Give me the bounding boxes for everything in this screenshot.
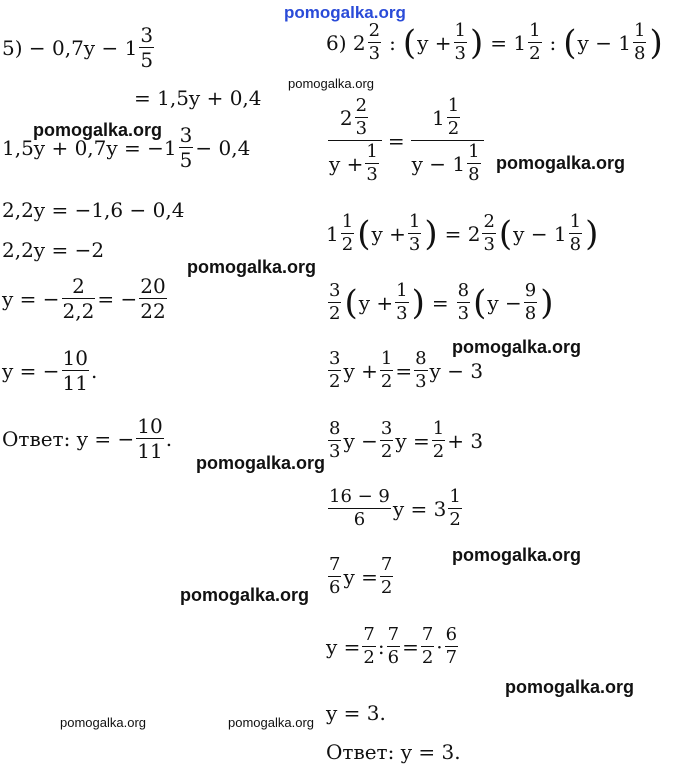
fraction: 16 − 9 6 [329, 486, 390, 530]
compound-fraction: 2 2 3 y + 1 3 [328, 97, 382, 184]
fraction: 3 2 [329, 280, 341, 324]
fraction: 1 3 [396, 280, 408, 324]
watermark-small: pomogalka.org [228, 715, 314, 730]
fraction: 10 11 [62, 346, 88, 395]
right-line-8: 7 6 y = 7 2 [329, 554, 393, 598]
watermark-small: pomogalka.org [288, 76, 374, 91]
fraction: 6 7 [445, 624, 458, 668]
fraction: 1 2 [449, 486, 461, 530]
left-line-7: y = − 10 11 . [2, 346, 98, 395]
fraction: 2 3 [368, 20, 381, 64]
fraction: 1 2 [432, 418, 445, 462]
fraction: 1 3 [408, 211, 421, 255]
fraction: 7 2 [380, 554, 393, 598]
left-line-1: 5) − 0,7y − 1 3 5 [2, 23, 154, 72]
watermark: pomogalka.org [452, 337, 582, 357]
fraction: 8 3 [415, 348, 427, 392]
watermark: pomogalka.org [187, 257, 317, 277]
fraction: 8 3 [329, 418, 341, 462]
fraction: 3 5 [179, 123, 193, 172]
watermark-top: pomogalka.org [284, 3, 406, 22]
fraction: 7 6 [387, 624, 400, 668]
left-line-4: 2,2y = −1,6 − 0,4 [2, 198, 185, 222]
right-answer: Ответ: y = 3. [326, 740, 461, 764]
watermark: pomogalka.org [196, 453, 326, 473]
right-line-4: 3 2 ( y + 1 3 ) = 8 3 ( y − 9 8 ) [329, 280, 554, 324]
watermark: pomogalka.org [180, 585, 310, 605]
fraction: 7 2 [363, 624, 375, 668]
right-line-5: 3 2 y + 1 2 = 8 3 y − 3 [329, 348, 484, 392]
right-line-9: y = 7 2 : 7 6 = 7 2 · 6 7 [326, 624, 458, 668]
right-line-1: 6) 2 2 3 : ( y + 1 3 ) = 1 1 2 : ( y − 1 1 8 ) [326, 20, 663, 64]
right-line-2: 2 2 3 y + 1 3 = 1 1 2 y − 1 1 8 [326, 97, 486, 184]
fraction: 1 2 [380, 348, 393, 392]
fraction: 1 2 [341, 211, 354, 255]
fraction: 3 5 [140, 23, 154, 72]
fraction: 3 2 [380, 418, 393, 462]
fraction: 7 2 [421, 624, 434, 668]
watermark: pomogalka.org [505, 677, 635, 697]
watermark: pomogalka.org [33, 120, 163, 140]
left-line-2: = 1,5y + 0,4 [134, 86, 262, 110]
left-line-3: 1,5y + 0,7y = −1 3 5 − 0,4 [2, 123, 251, 172]
right-line-10: y = 3. [326, 701, 386, 725]
fraction: 1 8 [634, 20, 646, 64]
left-line-5: 2,2y = −2 [2, 238, 105, 262]
left-answer: Ответ: y = − 10 11 . [2, 414, 173, 463]
fraction: 7 6 [329, 554, 341, 598]
fraction: 3 2 [329, 348, 341, 392]
watermark: pomogalka.org [452, 545, 582, 565]
right-line-6: 8 3 y − 3 2 y = 1 2 + 3 [329, 418, 484, 462]
fraction: 2 2,2 [62, 274, 95, 323]
fraction: 2 3 [483, 211, 495, 255]
watermark-small: pomogalka.org [60, 715, 146, 730]
watermark: pomogalka.org [496, 153, 626, 173]
fraction: 9 8 [524, 280, 537, 324]
left-line-6: y = − 2 2,2 = − 20 22 [2, 274, 166, 323]
right-line-3: 1 1 2 ( y + 1 3 ) = 2 2 3 ( y − 1 1 8 ) [326, 211, 599, 255]
fraction: 8 3 [457, 280, 470, 324]
fraction: 20 22 [140, 274, 166, 323]
fraction: 10 11 [137, 414, 163, 463]
compound-fraction: 1 1 2 y − 1 1 8 [411, 97, 484, 184]
fraction: 1 8 [569, 211, 582, 255]
fraction: 1 2 [529, 20, 541, 64]
right-line-7: 16 − 9 6 y = 3 1 2 [329, 486, 461, 530]
fraction: 1 3 [454, 20, 466, 64]
